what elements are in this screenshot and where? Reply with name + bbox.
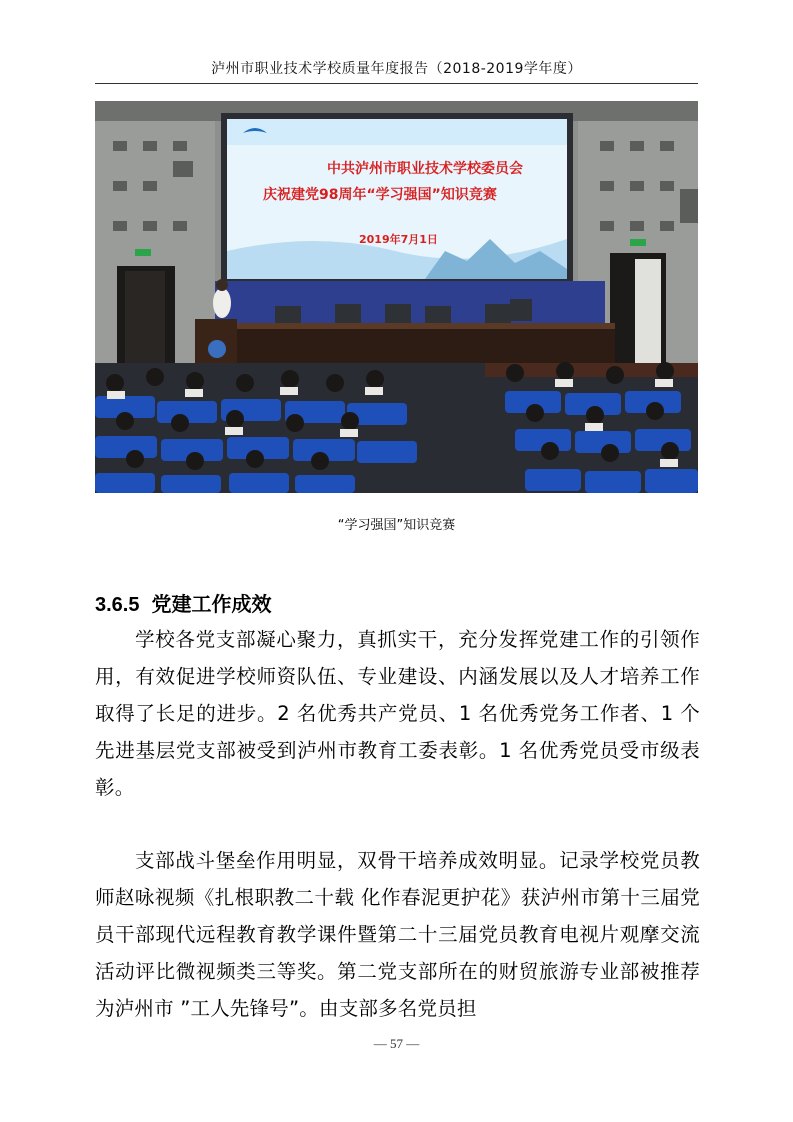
exit-sign-right	[630, 239, 646, 246]
screen-line-2: 庆祝建党98周年“学习强国”知识竞赛	[263, 187, 497, 203]
stage-table	[235, 323, 615, 365]
section-heading	[95, 588, 271, 617]
header-rule	[95, 83, 698, 84]
photo-caption: “学习强国”知识竞赛	[337, 518, 456, 533]
paragraph-1: 学校各党支部凝心聚力，真抓实干，充分发挥党建工作的引领作用，有效促进学校师资队伍、专业建设、内涵发展以及人才培养工作取得了长足的进步。2 名优秀共产党员、1 名优秀党务工作者、1 个先进基层党支部被受到泸州市教育工委表彰。1 名优秀党员受市级表彰。	[95, 628, 700, 799]
event-photo	[95, 101, 698, 493]
screen-line-1: 中共泸州市职业技术学校委员会	[327, 161, 523, 177]
running-header: 泸州市职业技术学校质量年度报告（2018-2019学年度）	[211, 61, 582, 77]
page-number: — 57 —	[373, 1036, 420, 1051]
section-number: 3.6.5	[95, 594, 140, 616]
exit-sign-left	[135, 249, 151, 256]
speaker	[213, 288, 231, 318]
section-title-text: 党建工作成效	[151, 592, 272, 616]
paragraph-2: 支部战斗堡垒作用明显，双骨干培养成效明显。记录学校党员教师赵咏视频《扎根职教二十载 化作春泥更护花》获泸州市第十三届党员干部现代远程教育教学课件暨第二十三届党员教育电视片观摩交流活动评比微视频类三等奖。第二党支部所在的财贸旅游专业部被推荐为泸州市 ”工人先锋号”。由支部多名党员担	[95, 849, 700, 1020]
screen-date: 2019年7月1日	[359, 233, 438, 246]
